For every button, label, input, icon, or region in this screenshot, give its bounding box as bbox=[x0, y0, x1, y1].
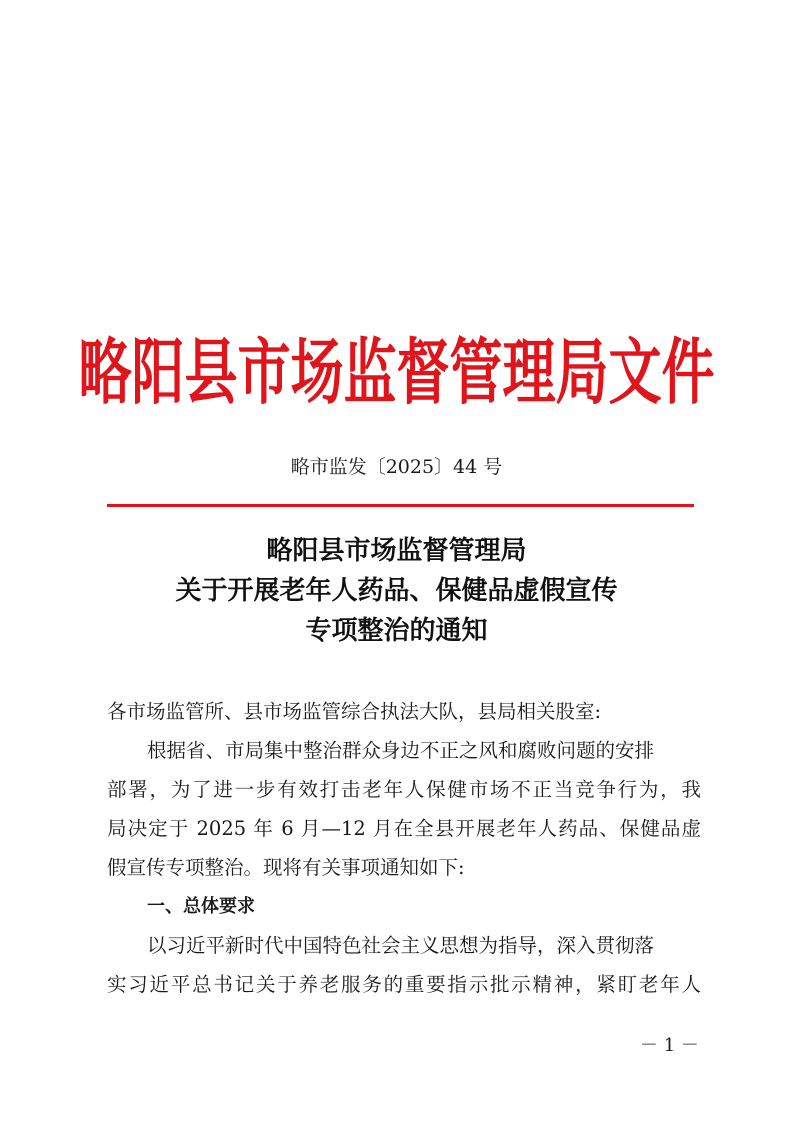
section-1-heading: 一、总体要求 bbox=[147, 896, 255, 917]
paragraph-1-line-2: 部署，为了进一步有效打击老年人保健市场不正当竞争行为，我 bbox=[107, 778, 701, 801]
paragraph-1-line-4: 假宣传专项整治。现将有关事项通知如下: bbox=[107, 856, 465, 879]
notice-title-line-3: 专项整治的通知 bbox=[305, 616, 488, 646]
notice-title-line-2: 关于开展老年人药品、保健品虚假宣传 bbox=[175, 576, 618, 606]
paragraph-2-line-1: 以习近平新时代中国特色社会主义思想为指导，深入贯彻落 bbox=[147, 934, 655, 957]
masthead-title: 略阳县市场监督管理局文件 bbox=[78, 332, 715, 415]
paragraph-1-line-1: 根据省、市局集中整治群众身边不正之风和腐败问题的安排 bbox=[147, 739, 655, 762]
salutation: 各市场监管所、县市场监管综合执法大队，县局相关股室: bbox=[107, 700, 602, 723]
notice-title bbox=[0, 531, 793, 651]
document-number: 略市监发〔2025〕44 号 bbox=[290, 456, 503, 478]
paragraph-1-line-3: 局决定于 2025 年 6 月—12 月在全县开展老年人药品、保健品虚 bbox=[107, 817, 701, 840]
document-body bbox=[107, 692, 701, 1004]
paragraph-2-line-2: 实习近平总书记关于养老服务的重要指示批示精神，紧盯老年人 bbox=[107, 973, 701, 996]
page-number: － 1 － bbox=[640, 1035, 699, 1056]
notice-title-line-1: 略阳县市场监督管理局 bbox=[266, 536, 527, 566]
red-separator-line bbox=[107, 504, 694, 507]
